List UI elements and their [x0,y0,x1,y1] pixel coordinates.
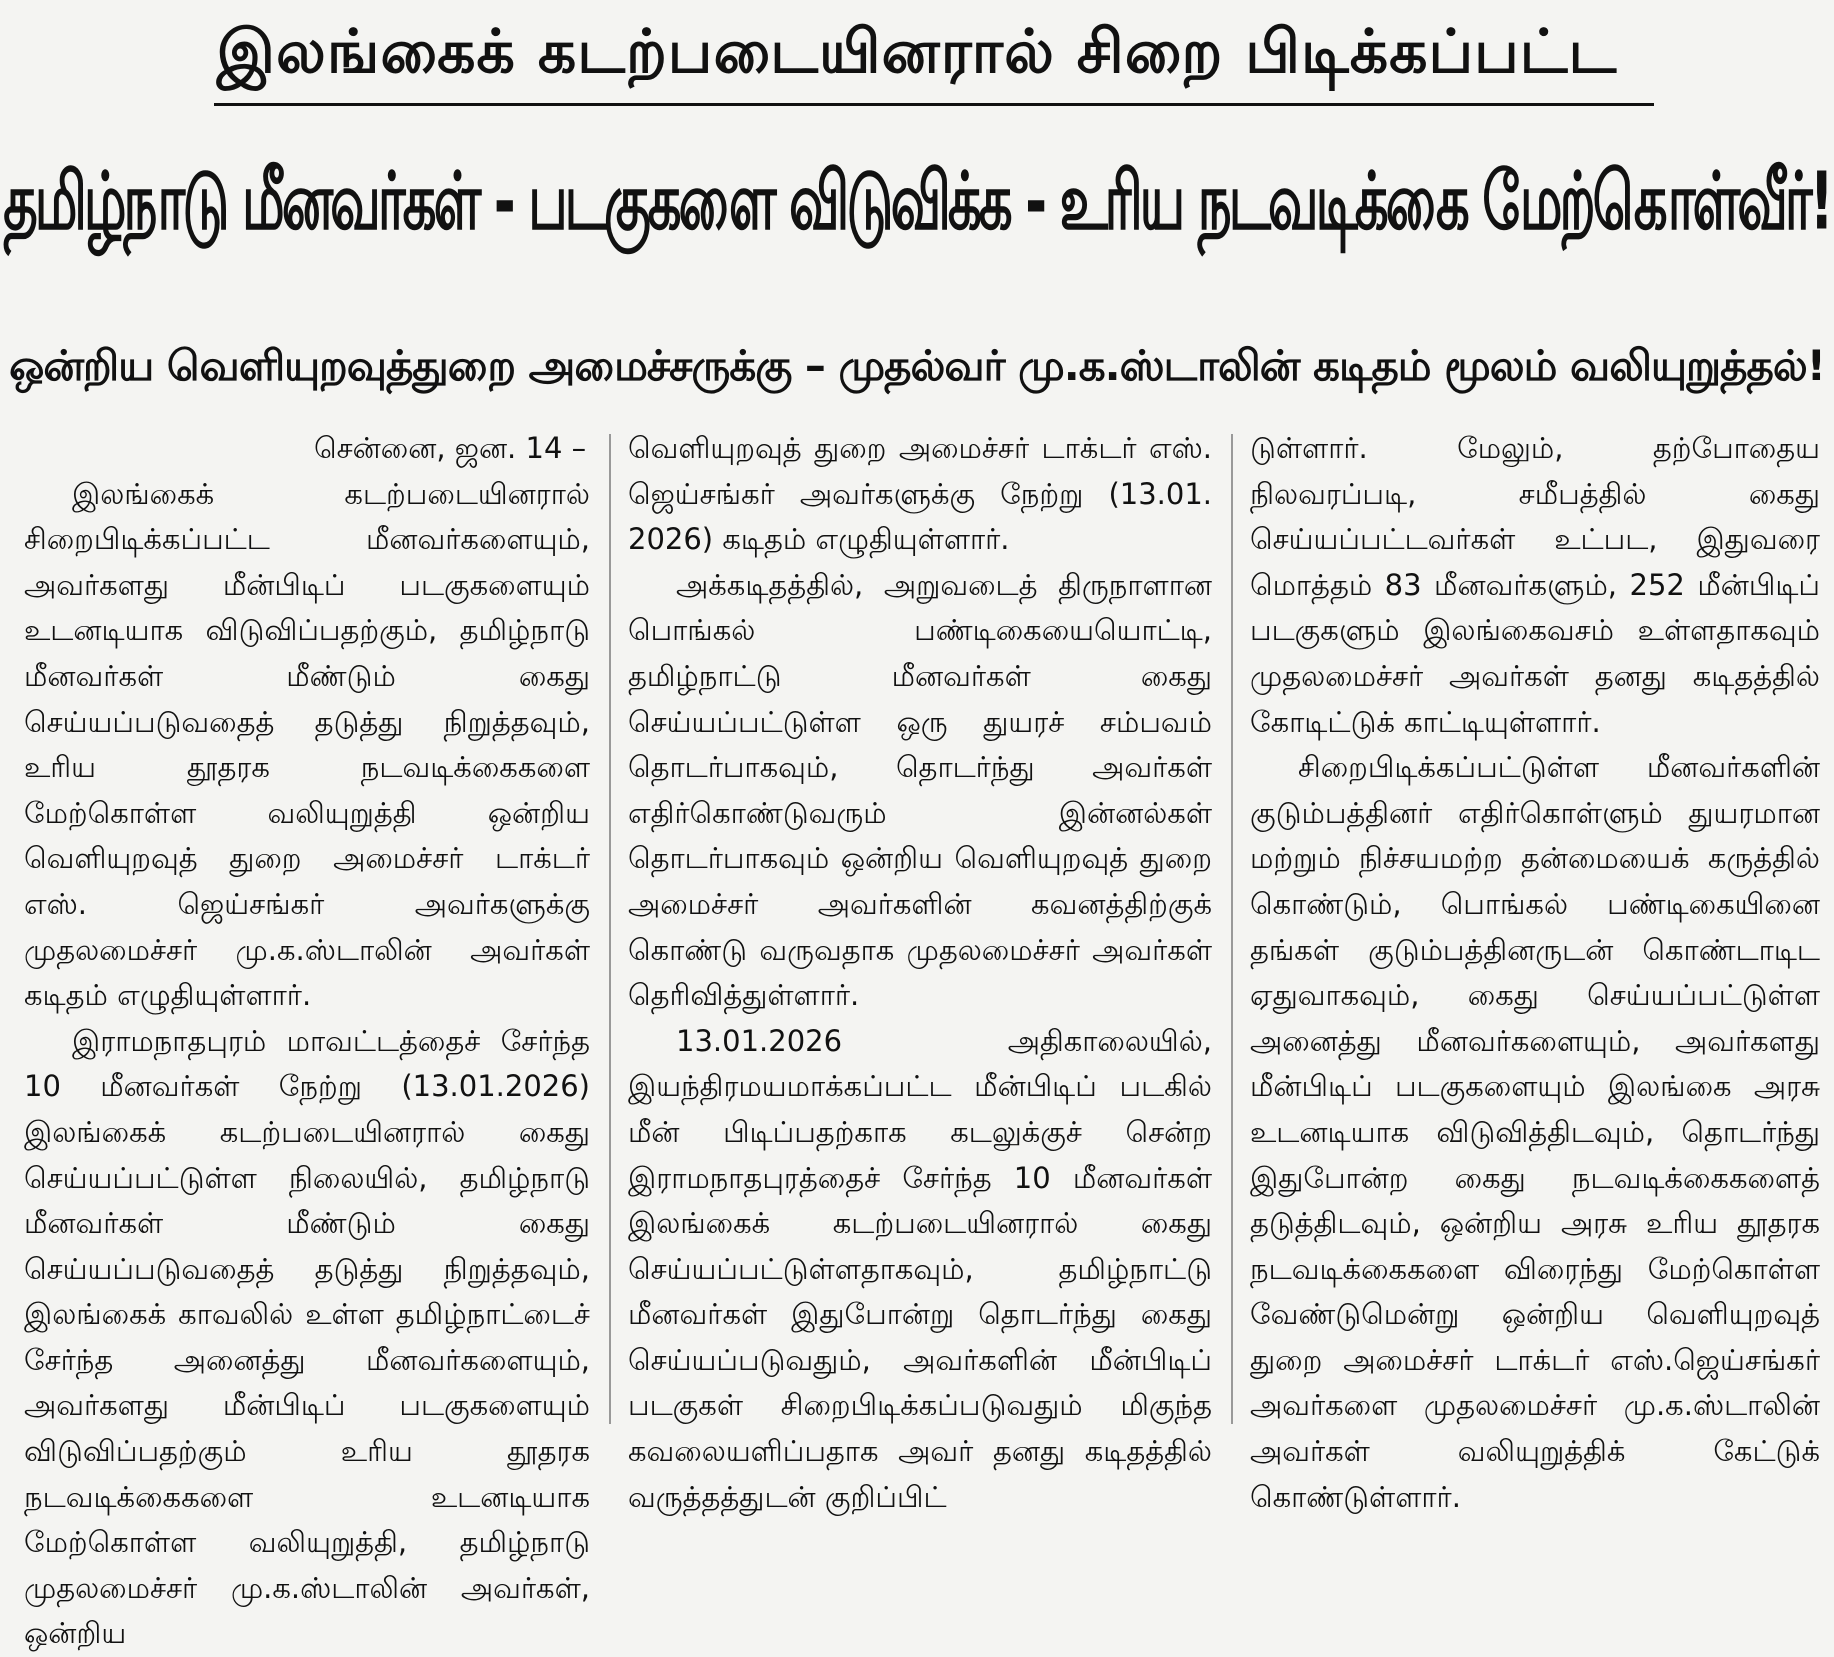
paragraph: சிறைபிடிக்கப்பட்டுள்ள மீனவர்களின் குடும்பத்தினர் எதிர்கொள்ளும் துயரமான மற்றும் நிச்சயமற்ற தன்மையைக் கருத்தில் கொண்டும், பொங்கல் பண்டிகையினை தங்கள் குடும்பத்தினருடன் கொண்டாடிட ஏதுவாகவும், கைது செய்யப்பட்டுள்ள அனைத்து மீனவர்களையும், அவர்களது மீன்பிடிப் படகுகளையும் இலங்கை அரசு உடனடியாக விடுவித்திடவும், தொடர்ந்து இதுபோன்ற கைது நடவடிக்கைகளைத் தடுத்திடவும், ஒன்றிய அரசு உரிய தூதரக நடவடிக்கைகளை விரைந்து மேற்கொள்ள வேண்டுமென்று ஒன்றிய வெளியுறவுத் துறை அமைச்சர் டாக்டர் எஸ்.ஜெய்சங்கர் அவர்களை முதலமைச்சர் மு.க.ஸ்டாலின் அவர்கள் வலியுறுத்திக் கேட்டுக் கொண்டுள்ளார். [1250,750,1820,1514]
column-divider [609,434,611,1424]
paragraph: 13.01.2026 அதிகாலையில், இயந்திரமயமாக்கப்பட்ட மீன்பிடிப் படகில் மீன் பிடிப்பதற்காக கடலுக்குச் சென்ற இராமநாதபுரத்தைச் சேர்ந்த 10 மீனவர்கள் இலங்கைக் கடற்படையினரால் கைது செய்யப்பட்டுள்ளதாகவும், தமிழ்நாட்டு மீனவர்கள் இதுபோன்று தொடர்ந்து கைது செய்யப்படுவதும், அவர்களின் மீன்பிடிப் படகுகள் சிறைபிடிக்கப்படுவதும் மிகுந்த கவலையளிப்பதாக அவர் தனது கடிதத்தில் வருத்தத்துடன் குறிப்பிட் [628,1023,1212,1514]
column-2 [628,426,1212,1514]
kicker-headline: இலங்கைக் கடற்படையினரால் சிறை பிடிக்கப்பட்ட [216,17,1618,87]
paragraph: அக்கடிதத்தில், அறுவடைத் திருநாளான பொங்கல் பண்டிகையையொட்டி, தமிழ்நாட்டு மீனவர்கள் கைது செய்யப்பட்டுள்ள ஒரு துயரச் சம்பவம் தொடர்பாகவும், தொடர்ந்து அவர்கள் எதிர்கொண்டுவரும் இன்னல்கள் தொடர்பாகவும் ஒன்றிய வெளியுறவுத் துறை அமைச்சர் அவர்களின் கவனத்திற்குக் கொண்டு வருவதாக முதலமைச்சர் அவர்கள் தெரிவித்துள்ளார். [628,567,1212,1013]
column-3 [1250,426,1820,1514]
dateline: சென்னை, ஜன. 14 – [314,431,587,465]
paragraph: டுள்ளார். மேலும், தற்போதைய நிலவரப்படி, சமீபத்தில் கைது செய்யப்பட்டவர்கள் உட்பட, இதுவரை மொத்தம் 83 மீனவர்களும், 252 மீன்பிடிப் படகுகளும் இலங்கைவசம் உள்ளதாகவும் முதலமைச்சர் அவர்கள் தனது கடிதத்தில் கோடிட்டுக் காட்டியுள்ளார். [1250,431,1820,739]
paragraph: வெளியுறவுத் துறை அமைச்சர் டாக்டர் எஸ். ஜெய்சங்கர் அவர்களுக்கு நேற்று (13.01. 2026) கடிதம் எழுதியுள்ளார். [628,431,1212,557]
main-headline: தமிழ்நாடு மீனவர்கள் - படகுகளை விடுவிக்க - உரிய நடவடிக்கை மேற்கொள்வீர்! [3,156,1831,248]
sub-headline: ஒன்றிய வெளியுறவுத்துறை அமைச்சருக்கு – முதல்வர் மு.க.ஸ்டாலின் கடிதம் மூலம் வலியுறுத்தல்! [9,341,1825,390]
paragraph: இலங்கைக் கடற்படையினரால் சிறைபிடிக்கப்பட்ட மீனவர்களையும், அவர்களது மீன்பிடிப் படகுகளையும் உடனடியாக விடுவிப்பதற்கும், தமிழ்நாடு மீனவர்கள் மீண்டும் கைது செய்யப்படுவதைத் தடுத்து நிறுத்தவும், உரிய தூதரக நடவடிக்கைகளை மேற்கொள்ள வலியுறுத்தி ஒன்றிய வெளியுறவுத் துறை அமைச்சர் டாக்டர் எஸ். ஜெய்சங்கர் அவர்களுக்கு முதலமைச்சர் மு.க.ஸ்டாலின் அவர்கள் கடிதம் எழுதியுள்ளார். [24,476,590,1013]
column-1 [24,426,590,1651]
paragraph: இராமநாதபுரம் மாவட்டத்தைச் சேர்ந்த 10 மீனவர்கள் நேற்று (13.01.2026) இலங்கைக் கடற்படையினரால் கைது செய்யப்பட்டுள்ள நிலையில், தமிழ்நாடு மீனவர்கள் மீண்டும் கைது செய்யப்படுவதைத் தடுத்து நிறுத்தவும், இலங்கைக் காவலில் உள்ள தமிழ்நாட்டைச் சேர்ந்த அனைத்து மீனவர்களையும், அவர்களது மீன்பிடிப் படகுகளையும் விடுவிப்பதற்கும் உரிய தூதரக நடவடிக்கைகளை உடனடியாக மேற்கொள்ள வலியுறுத்தி, தமிழ்நாடு முதலமைச்சர் மு.க.ஸ்டாலின் அவர்கள், ஒன்றிய [24,1023,590,1651]
column-divider [1231,434,1233,1424]
article-body [0,426,1834,1651]
